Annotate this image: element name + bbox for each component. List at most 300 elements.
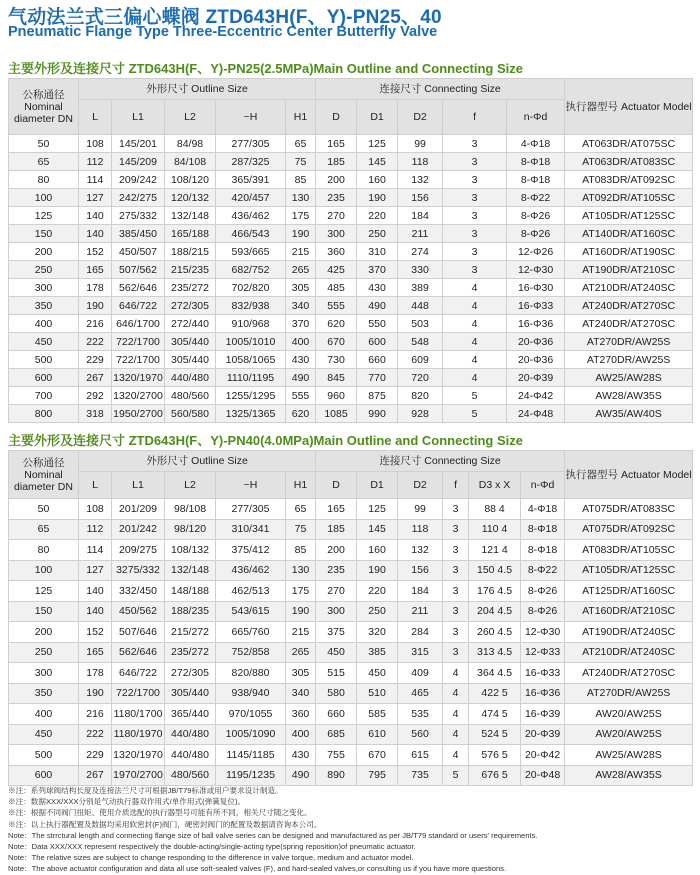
table-row — [9, 405, 693, 423]
table-cell: 220 — [357, 207, 398, 225]
table-cell: 3 — [443, 153, 507, 171]
table-cell: 450/507 — [112, 243, 165, 261]
pn40-dimension-table — [8, 450, 693, 786]
table-cell: 4 — [443, 745, 469, 766]
table-cell: 548 — [398, 333, 443, 351]
table-cell: 448 — [398, 297, 443, 315]
table-row — [9, 745, 693, 766]
table-cell: 132/148 — [165, 207, 216, 225]
table-cell: AT240DR/AT270SC — [565, 315, 693, 333]
table-cell: 450/562 — [112, 601, 165, 622]
table-cell: 274 — [398, 243, 443, 261]
table-cell: 108/120 — [165, 171, 216, 189]
table-cell: 755 — [316, 745, 357, 766]
table-cell: AT105DR/AT125SC — [565, 560, 693, 581]
table-cell: 375 — [316, 622, 357, 643]
table-cell: 160 — [357, 171, 398, 189]
table-cell: 235 — [316, 189, 357, 207]
col-header: L1 — [112, 100, 165, 135]
table-cell: 235 — [316, 560, 357, 581]
table-cell: 420/457 — [216, 189, 286, 207]
nominal-diameter-header: 公称通径 Nominal diameter DN — [9, 451, 79, 499]
table-cell: 20-Φ39 — [507, 369, 565, 387]
table-row — [9, 683, 693, 704]
table-cell: 503 — [398, 315, 443, 333]
table-cell: 474 5 — [469, 704, 521, 725]
connecting-size-header: 连接尺寸 Connecting Size — [316, 79, 565, 100]
table-cell: 1320/1970 — [112, 369, 165, 387]
table-cell: 275/332 — [112, 207, 165, 225]
table-cell: 100 — [9, 560, 79, 581]
table-cell: 204 4.5 — [469, 601, 521, 622]
table-cell: 370 — [357, 261, 398, 279]
table-cell: 660 — [316, 704, 357, 725]
table-cell: 5 — [443, 405, 507, 423]
table-cell: 832/938 — [216, 297, 286, 315]
col-header: L2 — [165, 100, 216, 135]
table-cell: 112 — [79, 153, 112, 171]
note-line: Note：Data XXX/XXX represent respectively the double-acting/single-acting type(spring reposition)of pneumatic actuator. — [8, 842, 416, 852]
page-title-en: Pneumatic Flange Type Three-Eccentric Center Butterfly Valve — [8, 24, 438, 40]
note-line: Note：The relative sizes are subject to change responding to the difference in valve torque, medium and actuator model. — [8, 853, 414, 863]
table-cell: 20-Φ36 — [507, 351, 565, 369]
table-cell: 550 — [357, 315, 398, 333]
table-cell: 260 4.5 — [469, 622, 521, 643]
table-cell: 890 — [316, 765, 357, 786]
table-cell: 145/209 — [112, 153, 165, 171]
table-cell: 16-Φ33 — [507, 297, 565, 315]
table-row — [9, 315, 693, 333]
table-cell: 150 4.5 — [469, 560, 521, 581]
table-cell: 722/1700 — [112, 351, 165, 369]
table-row — [9, 189, 693, 207]
table-cell: 165 — [79, 261, 112, 279]
table-cell: 85 — [286, 171, 316, 189]
table-cell: 560 — [398, 724, 443, 745]
table-cell: 422 5 — [469, 683, 521, 704]
table-cell: 165 — [316, 135, 357, 153]
table-cell: 600 — [9, 765, 79, 786]
col-header: ~H — [216, 472, 286, 499]
table-cell: 277/305 — [216, 499, 286, 520]
table-cell: 200 — [316, 171, 357, 189]
table-cell: 84/108 — [165, 153, 216, 171]
table-cell: 4-Φ18 — [521, 499, 565, 520]
col-header: D2 — [398, 472, 443, 499]
table-cell: 365/391 — [216, 171, 286, 189]
table-cell: 4 — [443, 724, 469, 745]
table-cell: 4 — [443, 279, 507, 297]
table-cell: 1180/1970 — [112, 724, 165, 745]
table-cell: 188/235 — [165, 601, 216, 622]
col-header: L — [79, 472, 112, 499]
table-cell: 65 — [286, 499, 316, 520]
col-header: H1 — [286, 472, 316, 499]
table-cell: 430 — [286, 745, 316, 766]
table-cell: 8-Φ26 — [507, 225, 565, 243]
table-cell: AT063DR/AT075SC — [565, 135, 693, 153]
table-cell: 165 — [316, 499, 357, 520]
table-cell: 65 — [286, 135, 316, 153]
table-cell: 201/242 — [112, 519, 165, 540]
table-cell: AT125DR/AT160SC — [565, 581, 693, 602]
table-cell: 425 — [316, 261, 357, 279]
table-cell: 220 — [357, 581, 398, 602]
table-cell: 16-Φ30 — [507, 279, 565, 297]
table-cell: 75 — [286, 519, 316, 540]
table-cell: 98/120 — [165, 519, 216, 540]
table-cell: 1970/2700 — [112, 765, 165, 786]
table-cell: 185 — [316, 519, 357, 540]
table-cell: AT140DR/AT160SC — [565, 225, 693, 243]
table-cell: 152 — [79, 622, 112, 643]
table-cell: 510 — [357, 683, 398, 704]
table-row — [9, 279, 693, 297]
table-cell: 100 — [9, 189, 79, 207]
table-cell: AT083DR/AT092SC — [565, 171, 693, 189]
table-cell: 184 — [398, 581, 443, 602]
table-cell: 315 — [398, 642, 443, 663]
table-cell: 1320/1970 — [112, 745, 165, 766]
table-cell: 209/242 — [112, 171, 165, 189]
table-cell: 430 — [286, 351, 316, 369]
table-cell: 1325/1365 — [216, 405, 286, 423]
table-cell: 450 — [357, 663, 398, 684]
table-cell: 250 — [9, 642, 79, 663]
table-row — [9, 519, 693, 540]
table-cell: 8-Φ22 — [521, 560, 565, 581]
table-cell: 1195/1235 — [216, 765, 286, 786]
note-line: ※注：以上执行器配置及数据均采用软密封(F)阀门，硬密封阀门的配置及数据请咨询本公司。 — [8, 819, 322, 829]
table-cell: 400 — [9, 704, 79, 725]
table-cell: 84/98 — [165, 135, 216, 153]
table-cell: 480/560 — [165, 765, 216, 786]
col-header: D — [316, 472, 357, 499]
table-cell: 500 — [9, 351, 79, 369]
table-row — [9, 135, 693, 153]
table-cell: 287/325 — [216, 153, 286, 171]
table-cell: 50 — [9, 499, 79, 520]
table-cell: AT105DR/AT125SC — [565, 207, 693, 225]
table-cell: 665/760 — [216, 622, 286, 643]
table-row — [9, 207, 693, 225]
table-cell: 3 — [443, 225, 507, 243]
table-cell: 600 — [9, 369, 79, 387]
table-cell: 320 — [357, 622, 398, 643]
table-cell: 156 — [398, 189, 443, 207]
table-cell: 340 — [286, 297, 316, 315]
table-cell: 350 — [9, 683, 79, 704]
table-cell: 20-Φ42 — [521, 745, 565, 766]
table-cell: AT190DR/AT240SC — [565, 622, 693, 643]
table-cell: 685 — [316, 724, 357, 745]
table-cell: 8-Φ26 — [507, 207, 565, 225]
note-line: ※注：根据不同阀门扭矩、使用介质选配的执行器型号可能有所不同，相关尺寸随之变化。 — [8, 808, 312, 818]
table-cell: 265 — [286, 261, 316, 279]
table-cell: 928 — [398, 405, 443, 423]
table-cell: 20-Φ48 — [521, 765, 565, 786]
table-cell: 222 — [79, 333, 112, 351]
table-cell: 3 — [443, 171, 507, 189]
table-cell: 50 — [9, 135, 79, 153]
table-row — [9, 261, 693, 279]
table-cell: 3 — [443, 499, 469, 520]
table-cell: 646/722 — [112, 663, 165, 684]
table-cell: 178 — [79, 663, 112, 684]
table-row — [9, 581, 693, 602]
table-cell: 480/560 — [165, 387, 216, 405]
table-cell: 75 — [286, 153, 316, 171]
table-cell: 340 — [286, 683, 316, 704]
table-cell: 24-Φ48 — [507, 405, 565, 423]
table-cell: 132 — [398, 540, 443, 561]
table-cell: 1950/2700 — [112, 405, 165, 423]
pn25-section-title: 主要外形及连接尺寸 ZTD643H(F、Y)-PN25(2.5MPa)Main Outline and Connecting Size — [8, 61, 523, 76]
table-cell: 3 — [443, 642, 469, 663]
table-cell: 3 — [443, 601, 469, 622]
col-header: H1 — [286, 100, 316, 135]
table-cell: 3 — [443, 540, 469, 561]
table-cell: 150 — [9, 601, 79, 622]
table-cell: 646/722 — [112, 297, 165, 315]
table-cell: 24-Φ42 — [507, 387, 565, 405]
table-cell: 215/235 — [165, 261, 216, 279]
table-cell: 99 — [398, 135, 443, 153]
col-header: f — [443, 472, 469, 499]
table-cell: 190 — [357, 189, 398, 207]
table-cell: 330 — [398, 261, 443, 279]
table-cell: 490 — [286, 765, 316, 786]
table-cell: 8-Φ18 — [521, 540, 565, 561]
table-cell: 201/209 — [112, 499, 165, 520]
table-cell: 3 — [443, 207, 507, 225]
outline-size-header: 外形尺寸 Outline Size — [79, 451, 316, 472]
table-cell: 132 — [398, 171, 443, 189]
table-cell: 215 — [286, 243, 316, 261]
table-cell: 175 — [286, 581, 316, 602]
table-cell: 8-Φ26 — [521, 581, 565, 602]
table-cell: 211 — [398, 225, 443, 243]
table-row — [9, 225, 693, 243]
table-cell: 5 — [443, 765, 469, 786]
table-cell: 305/440 — [165, 333, 216, 351]
table-row — [9, 369, 693, 387]
table-cell: 800 — [9, 405, 79, 423]
table-cell: 16-Φ33 — [521, 663, 565, 684]
table-cell: 720 — [398, 369, 443, 387]
table-cell: 370 — [286, 315, 316, 333]
outline-size-header: 外形尺寸 Outline Size — [79, 79, 316, 100]
table-row — [9, 243, 693, 261]
table-row — [9, 724, 693, 745]
table-row — [9, 663, 693, 684]
table-cell: 20-Φ36 — [507, 333, 565, 351]
table-cell: 580 — [316, 683, 357, 704]
table-cell: 436/462 — [216, 207, 286, 225]
table-cell: 609 — [398, 351, 443, 369]
table-cell: 250 — [9, 261, 79, 279]
table-cell: 305/440 — [165, 351, 216, 369]
table-cell: 65 — [9, 153, 79, 171]
table-row — [9, 601, 693, 622]
table-cell: 108/132 — [165, 540, 216, 561]
table-cell: 16-Φ36 — [507, 315, 565, 333]
page-title-cn: 气动法兰式三偏心蝶阀 ZTD643H(F、Y)-PN25、40 — [8, 7, 442, 28]
table-cell: AT160DR/AT210SC — [565, 601, 693, 622]
table-cell: 118 — [398, 519, 443, 540]
col-header: n-Φd — [507, 100, 565, 135]
table-cell: 284 — [398, 622, 443, 643]
table-cell: 12-Φ33 — [521, 642, 565, 663]
table-cell: 190 — [79, 683, 112, 704]
table-cell: 360 — [286, 704, 316, 725]
table-cell: AW28/AW35S — [565, 765, 693, 786]
table-cell: AW25/AW28S — [565, 369, 693, 387]
table-cell: AT190DR/AT210SC — [565, 261, 693, 279]
table-cell: 270 — [316, 207, 357, 225]
table-cell: AT075DR/AT083SC — [565, 499, 693, 520]
table-cell: 3 — [443, 135, 507, 153]
table-body — [9, 135, 693, 423]
table-cell: 250 — [357, 225, 398, 243]
table-cell: 385/450 — [112, 225, 165, 243]
table-cell: 440/480 — [165, 724, 216, 745]
col-header: D3 x X — [469, 472, 521, 499]
actuator-model-header: 执行器型号 Actuator Model — [565, 79, 693, 135]
table-cell: 215 — [286, 622, 316, 643]
table-cell: 190 — [79, 297, 112, 315]
table-cell: 178 — [79, 279, 112, 297]
table-cell: 125 — [357, 135, 398, 153]
table-row — [9, 387, 693, 405]
table-cell: 8-Φ18 — [521, 519, 565, 540]
table-cell: 4 — [443, 333, 507, 351]
table-cell: 8-Φ22 — [507, 189, 565, 207]
nominal-diameter-header: 公称通径 Nominal diameter DN — [9, 79, 79, 135]
table-cell: 209/275 — [112, 540, 165, 561]
table-cell: 515 — [316, 663, 357, 684]
table-cell: 3275/332 — [112, 560, 165, 581]
table-cell: 562/646 — [112, 642, 165, 663]
table-cell: 12-Φ30 — [507, 261, 565, 279]
table-cell: 8-Φ26 — [521, 601, 565, 622]
note-line: ※注：数据XXX/XXX分别是气动执行器双作用式/单作用式(弹簧复位)。 — [8, 797, 246, 807]
table-cell: 300 — [316, 225, 357, 243]
table-cell: 114 — [79, 171, 112, 189]
note-line: Note：The strrctural length and connecting flange size of ball valve series can be designed and manufactured as per JB/T79 standard or users' requirements. — [8, 830, 538, 840]
table-cell: 1110/1195 — [216, 369, 286, 387]
table-cell: 938/940 — [216, 683, 286, 704]
table-cell: 4 — [443, 351, 507, 369]
table-cell: 272/305 — [165, 297, 216, 315]
table-row — [9, 297, 693, 315]
col-header: n-Φd — [521, 472, 565, 499]
table-cell: 400 — [286, 724, 316, 745]
table-cell: 990 — [357, 405, 398, 423]
table-cell: 272/305 — [165, 663, 216, 684]
table-cell: 85 — [286, 540, 316, 561]
table-cell: 730 — [316, 351, 357, 369]
table-cell: 500 — [9, 745, 79, 766]
table-cell: 140 — [79, 225, 112, 243]
table-cell: 216 — [79, 315, 112, 333]
table-cell: 185 — [316, 153, 357, 171]
table-cell: AT083DR/AT105SC — [565, 540, 693, 561]
table-cell: 3 — [443, 261, 507, 279]
table-cell: 235/272 — [165, 279, 216, 297]
table-cell: 277/305 — [216, 135, 286, 153]
table-cell: 1085 — [316, 405, 357, 423]
table-cell: 305 — [286, 279, 316, 297]
table-cell: 970/1055 — [216, 704, 286, 725]
table-cell: 560/580 — [165, 405, 216, 423]
table-cell: 507/562 — [112, 261, 165, 279]
table-cell: AW20/AW25S — [565, 724, 693, 745]
table-cell: 722/1700 — [112, 333, 165, 351]
table-cell: 385 — [357, 642, 398, 663]
table-cell: 3 — [443, 581, 469, 602]
col-header: D1 — [357, 100, 398, 135]
table-cell: 485 — [316, 279, 357, 297]
table-cell: 127 — [79, 560, 112, 581]
table-cell: AT270DR/AW25S — [565, 351, 693, 369]
note-line: Note：The above actuator configuration and data all use soft-sealed valves (F), and hard-sealed valves,or consulting us if you have more questions. — [8, 864, 507, 874]
table-cell: 660 — [357, 351, 398, 369]
table-cell: 1058/1065 — [216, 351, 286, 369]
table-cell: 3 — [443, 519, 469, 540]
table-cell: 555 — [316, 297, 357, 315]
table-cell: AT063DR/AT083SC — [565, 153, 693, 171]
table-cell: 466/543 — [216, 225, 286, 243]
table-cell: 229 — [79, 351, 112, 369]
table-cell: 490 — [357, 297, 398, 315]
table-cell: 267 — [79, 369, 112, 387]
table-cell: 270 — [316, 581, 357, 602]
table-row — [9, 642, 693, 663]
table-cell: 300 — [9, 663, 79, 684]
table-cell: AT210DR/AT240SC — [565, 279, 693, 297]
table-cell: 615 — [398, 745, 443, 766]
table-cell: 305 — [286, 663, 316, 684]
table-cell: 507/646 — [112, 622, 165, 643]
table-cell: 3 — [443, 243, 507, 261]
table-cell: AT270DR/AW25S — [565, 333, 693, 351]
table-cell: 600 — [357, 333, 398, 351]
table-cell: 242/275 — [112, 189, 165, 207]
table-cell: AT240DR/AT270SC — [565, 663, 693, 684]
table-cell: 4 — [443, 663, 469, 684]
table-cell: 120/132 — [165, 189, 216, 207]
table-cell: 200 — [316, 540, 357, 561]
table-cell: 770 — [357, 369, 398, 387]
table-cell: 543/615 — [216, 601, 286, 622]
col-header: f — [443, 100, 507, 135]
table-cell: 1005/1010 — [216, 333, 286, 351]
table-cell: 450 — [9, 333, 79, 351]
table-row — [9, 622, 693, 643]
table-cell: 88 4 — [469, 499, 521, 520]
table-cell: 310/341 — [216, 519, 286, 540]
table-cell: AW20/AW25S — [565, 704, 693, 725]
table-cell: 400 — [9, 315, 79, 333]
table-cell: AT240DR/AT270SC — [565, 297, 693, 315]
table-cell: 364 4.5 — [469, 663, 521, 684]
table-cell: 490 — [286, 369, 316, 387]
table-cell: 190 — [357, 560, 398, 581]
table-cell: 585 — [357, 704, 398, 725]
table-cell: 267 — [79, 765, 112, 786]
table-cell: 125 — [9, 581, 79, 602]
